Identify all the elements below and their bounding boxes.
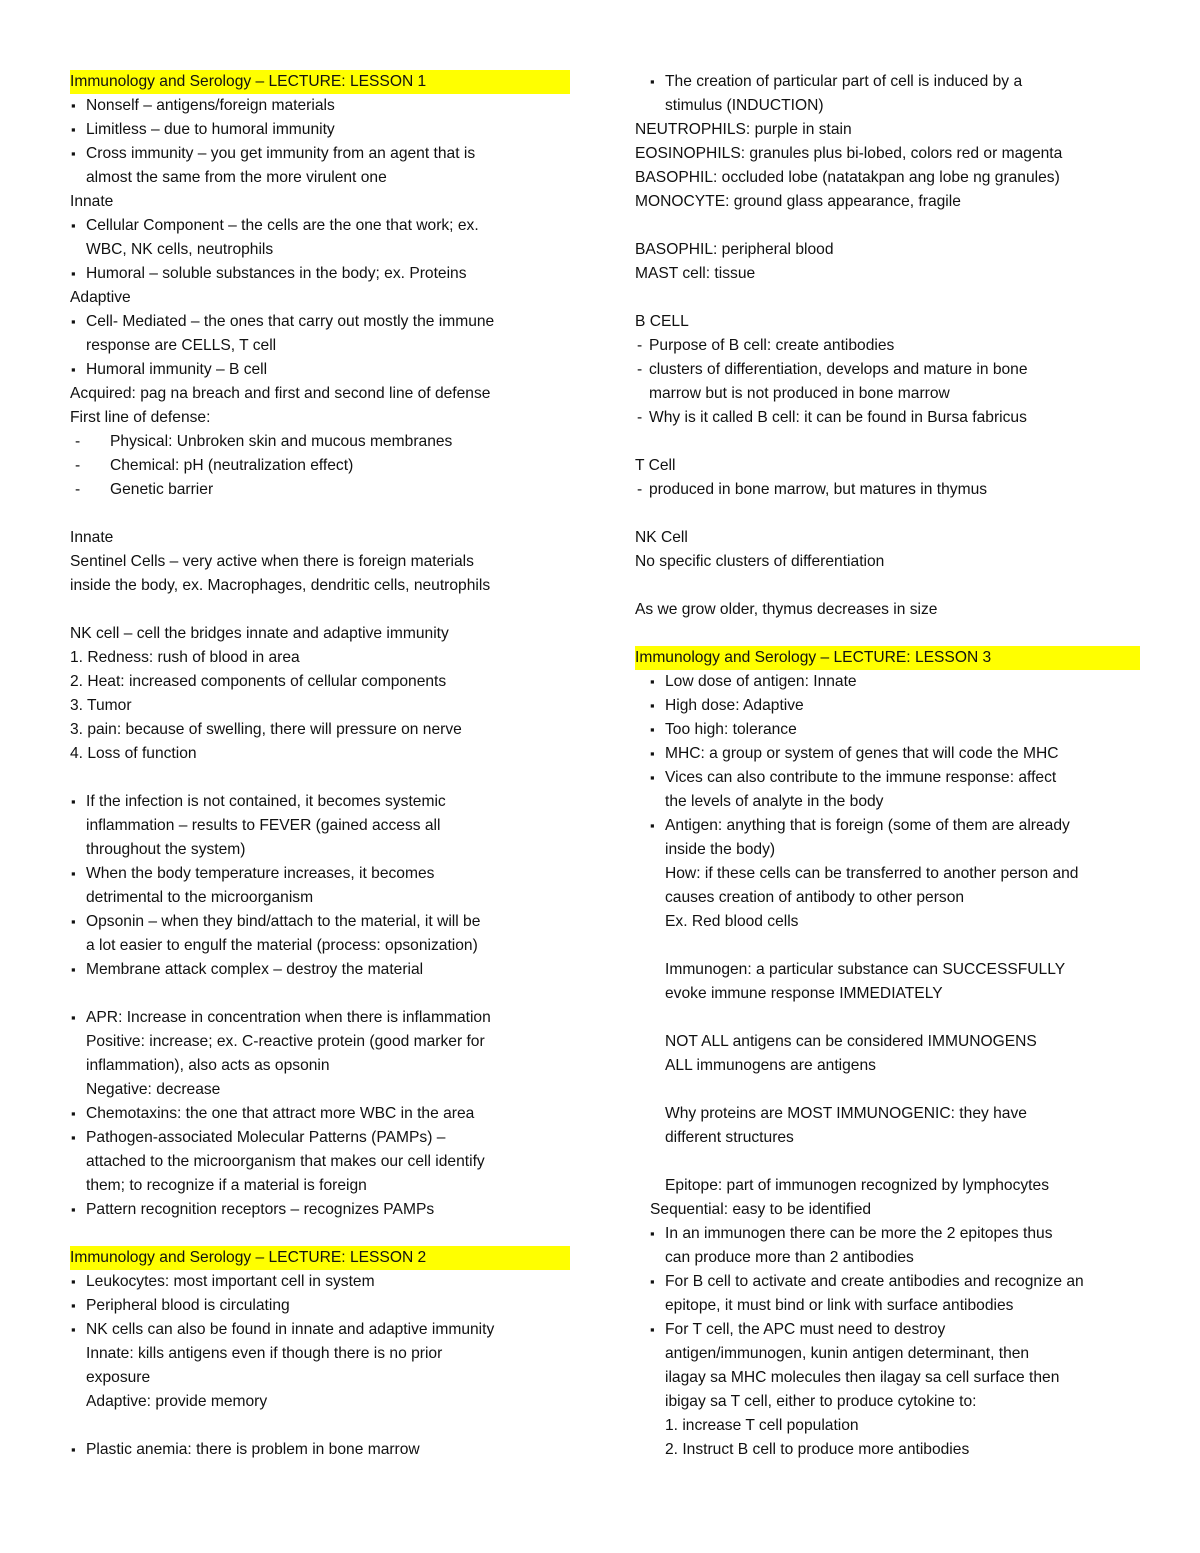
note-line: EOSINOPHILS: granules plus bi-lobed, colors red or magenta (635, 145, 1063, 162)
dash-item: - Chemical: pH (neutralization effect) (70, 454, 570, 478)
numbered-item: 1. Redness: rush of blood in area (70, 649, 300, 666)
spacer (635, 934, 1140, 958)
note-line: different structures (665, 1129, 794, 1146)
note-item-continued: inside the body) (665, 841, 776, 858)
dash-item: - Why is it called B cell: it can be found in Bursa fabricus (635, 406, 1140, 430)
note-item-continued: detrimental to the microorganism (86, 889, 314, 906)
note-item: ▪ Low dose of antigen: Innate (635, 670, 1140, 694)
note-line: First line of defense: (70, 409, 211, 426)
note-item: ▪ Chemotaxins: the one that attract more WBC in the area (70, 1102, 570, 1126)
note-item: ▪ MHC: a group or system of genes that will code the MHC (635, 742, 1140, 766)
section-label: Innate (70, 529, 114, 546)
note-line: As we grow older, thymus decreases in size (635, 601, 938, 618)
numbered-item: 3. pain: because of swelling, there will pressure on nerve (70, 721, 462, 738)
note-item-continued: almost the same from the more virulent one (86, 169, 387, 186)
note-item-continued: throughout the system) (86, 841, 246, 858)
note-item-continued: can produce more than 2 antibodies (665, 1249, 914, 1266)
note-item: ▪ For B cell to activate and create antibodies and recognize an (635, 1270, 1140, 1294)
numbered-item: 2. Instruct B cell to produce more antibodies (665, 1441, 970, 1458)
spacer (70, 502, 570, 526)
dash-item: - produced in bone marrow, but matures in thymus (635, 478, 1140, 502)
note-item: ▪ Plastic anemia: there is problem in bone marrow (70, 1438, 570, 1462)
note-item: ▪ NK cells can also be found in innate and adaptive immunity (70, 1318, 570, 1342)
spacer (635, 1006, 1140, 1030)
dash-item: - clusters of differentiation, develops and mature in bone (635, 358, 1140, 382)
note-item-continued: Innate: kills antigens even if though there is no prior (86, 1345, 443, 1362)
note-item-continued: Positive: increase; ex. C-reactive protein (good marker for (86, 1033, 485, 1050)
note-item: ▪ Pathogen-associated Molecular Patterns (PAMPs) – (70, 1126, 570, 1150)
note-item: ▪ Pattern recognition receptors – recognizes PAMPs (70, 1198, 570, 1222)
note-item: ▪ Leukocytes: most important cell in system (70, 1270, 570, 1294)
spacer (635, 430, 1140, 454)
section-label: NK Cell (635, 529, 688, 546)
note-line: BASOPHIL: peripheral blood (635, 241, 834, 258)
note-line: inside the body, ex. Macrophages, dendritic cells, neutrophils (70, 577, 491, 594)
note-item: ▪ In an immunogen there can be more the 2 epitopes thus (635, 1222, 1140, 1246)
note-item-continued: ibigay sa T cell, either to produce cytokine to: (665, 1393, 977, 1410)
note-item-continued: antigen/immunogen, kunin antigen determinant, then (665, 1345, 1030, 1362)
section-label: T Cell (635, 457, 676, 474)
note-item: ▪ APR: Increase in concentration when there is inflammation (70, 1006, 570, 1030)
note-item: ▪ The creation of particular part of cell is induced by a (635, 70, 1140, 94)
note-item: ▪ Opsonin – when they bind/attach to the material, it will be (70, 910, 570, 934)
numbered-item: 4. Loss of function (70, 745, 197, 762)
note-line: Epitope: part of immunogen recognized by lymphocytes (665, 1177, 1049, 1194)
lesson-3-heading: Immunology and Serology – LECTURE: LESSON 3 (635, 646, 1140, 670)
note-item-continued: inflammation – results to FEVER (gained access all (86, 817, 441, 834)
note-item-continued: Ex. Red blood cells (665, 913, 799, 930)
note-item: ▪ Too high: tolerance (635, 718, 1140, 742)
lesson-2-heading: Immunology and Serology – LECTURE: LESSON 2 (70, 1246, 570, 1270)
spacer (635, 574, 1140, 598)
spacer (70, 1414, 570, 1438)
note-item: ▪ Limitless – due to humoral immunity (70, 118, 570, 142)
numbered-item: 3. Tumor (70, 697, 132, 714)
note-item: ▪ Peripheral blood is circulating (70, 1294, 570, 1318)
spacer (70, 1222, 570, 1246)
note-item-continued: a lot easier to engulf the material (process: opsonization) (86, 937, 478, 954)
note-item-continued: the levels of analyte in the body (665, 793, 884, 810)
spacer (70, 982, 570, 1006)
spacer (635, 1150, 1140, 1174)
note-item: ▪ Humoral immunity – B cell (70, 358, 570, 382)
note-item: ▪ Antigen: anything that is foreign (some of them are already (635, 814, 1140, 838)
note-item-continued: attached to the microorganism that makes our cell identify (86, 1153, 485, 1170)
spacer (635, 286, 1140, 310)
right-column (635, 70, 1140, 1462)
note-item: ▪ If the infection is not contained, it becomes systemic (70, 790, 570, 814)
note-item: ▪ Nonself – antigens/foreign materials (70, 94, 570, 118)
note-item-continued: Negative: decrease (86, 1081, 221, 1098)
note-line: MONOCYTE: ground glass appearance, fragile (635, 193, 961, 210)
dash-item: - Purpose of B cell: create antibodies (635, 334, 1140, 358)
section-label: B CELL (635, 313, 689, 330)
note-line: Immunogen: a particular substance can SUCCESSFULLY (665, 961, 1066, 978)
note-item: ▪ Cellular Component – the cells are the one that work; ex. (70, 214, 570, 238)
note-item-continued: exposure (86, 1369, 151, 1386)
dash-item: - Genetic barrier (70, 478, 570, 502)
section-label: Innate (70, 193, 114, 210)
note-line: ALL immunogens are antigens (665, 1057, 876, 1074)
note-item: ▪ Humoral – soluble substances in the body; ex. Proteins (70, 262, 570, 286)
note-item-continued: response are CELLS, T cell (86, 337, 277, 354)
note-line: evoke immune response IMMEDIATELY (665, 985, 943, 1002)
spacer (70, 598, 570, 622)
note-line: Sentinel Cells – very active when there is foreign materials (70, 553, 474, 570)
note-line: No specific clusters of differentiation (635, 553, 885, 570)
dash-item-continued: marrow but is not produced in bone marrow (649, 385, 950, 402)
spacer (635, 622, 1140, 646)
spacer (70, 766, 570, 790)
note-item: ▪ Cross immunity – you get immunity from an agent that is (70, 142, 570, 166)
note-item: ▪ Cell- Mediated – the ones that carry out mostly the immune (70, 310, 570, 334)
section-label: Adaptive (70, 289, 131, 306)
note-item: ▪ High dose: Adaptive (635, 694, 1140, 718)
note-item: ▪ Membrane attack complex – destroy the material (70, 958, 570, 982)
note-line: Why proteins are MOST IMMUNOGENIC: they have (665, 1105, 1027, 1122)
note-item-continued: causes creation of antibody to other person (665, 889, 965, 906)
dash-item: - Physical: Unbroken skin and mucous membranes (70, 430, 570, 454)
note-line: Sequential: easy to be identified (650, 1201, 872, 1218)
note-item-continued: Adaptive: provide memory (86, 1393, 268, 1410)
note-line: NK cell – cell the bridges innate and adaptive immunity (70, 625, 449, 642)
spacer (635, 502, 1140, 526)
note-line: BASOPHIL: occluded lobe (natatakpan ang lobe ng granules) (635, 169, 1060, 186)
note-item: ▪ Vices can also contribute to the immune response: affect (635, 766, 1140, 790)
numbered-item: 2. Heat: increased components of cellular components (70, 673, 447, 690)
note-item-continued: inflammation), also acts as opsonin (86, 1057, 330, 1074)
numbered-item: 1. increase T cell population (665, 1417, 859, 1434)
note-line: NEUTROPHILS: purple in stain (635, 121, 852, 138)
note-item: ▪ For T cell, the APC must need to destroy (635, 1318, 1140, 1342)
note-item-continued: WBC, NK cells, neutrophils (86, 241, 274, 258)
note-item-continued: How: if these cells can be transferred to another person and (665, 865, 1079, 882)
spacer (635, 214, 1140, 238)
note-item-continued: stimulus (INDUCTION) (665, 97, 824, 114)
note-item-continued: them; to recognize if a material is foreign (86, 1177, 367, 1194)
left-column (70, 70, 570, 1462)
spacer (635, 1078, 1140, 1102)
note-item-continued: epitope, it must bind or link with surface antibodies (665, 1297, 1014, 1314)
note-item-continued: ilagay sa MHC molecules then ilagay sa cell surface then (665, 1369, 1060, 1386)
note-item: ▪ When the body temperature increases, it becomes (70, 862, 570, 886)
note-line: MAST cell: tissue (635, 265, 756, 282)
note-line: Acquired: pag na breach and first and second line of defense (70, 385, 491, 402)
note-line: NOT ALL antigens can be considered IMMUNOGENS (665, 1033, 1037, 1050)
lesson-1-heading: Immunology and Serology – LECTURE: LESSON 1 (70, 70, 570, 94)
